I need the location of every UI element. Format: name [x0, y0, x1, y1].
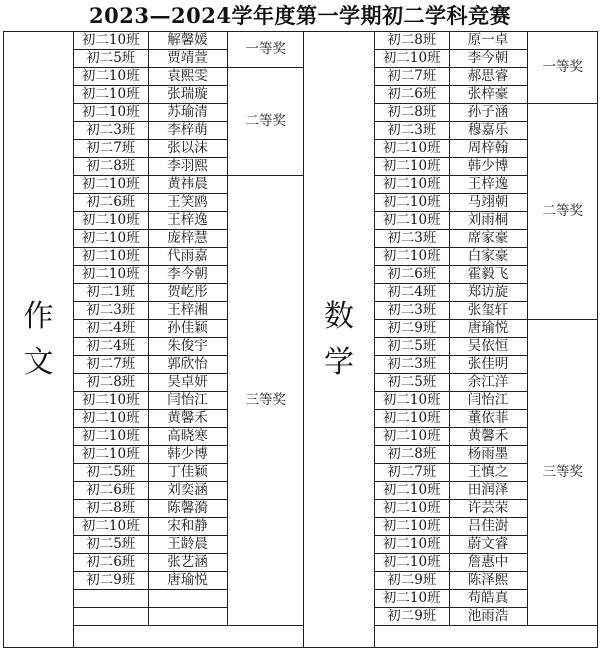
student-name-cell: 袁熙雯 — [148, 68, 227, 86]
student-name-cell: 王笑鸥 — [148, 194, 227, 212]
class-cell: 初二10班 — [74, 32, 148, 50]
class-cell: 初二10班 — [74, 176, 148, 194]
student-name-cell: 高晓寒 — [148, 428, 227, 446]
student-name-cell: 张瑞璇 — [148, 86, 227, 104]
subject-char: 文 — [23, 344, 54, 380]
class-cell: 初二3班 — [74, 122, 148, 140]
table-row — [74, 68, 304, 86]
class-cell: 初二10班 — [74, 392, 148, 410]
student-name-cell: 王梓逸 — [449, 176, 527, 194]
student-name-cell: 张玺轩 — [449, 302, 527, 320]
award-level-cell: 一等奖 — [527, 32, 598, 104]
class-cell: 初二9班 — [375, 572, 449, 590]
page-title: 2023—2024学年度第一学期初二学科竞赛 — [89, 3, 511, 28]
class-cell: 初二7班 — [375, 464, 449, 482]
student-name-cell: 韩少博 — [148, 446, 227, 464]
class-cell: 初二10班 — [375, 482, 449, 500]
class-cell: 初二10班 — [375, 248, 449, 266]
student-name-cell: 刘雨桐 — [449, 212, 527, 230]
class-cell: 初二3班 — [375, 302, 449, 320]
student-name-cell: 田润泽 — [449, 482, 527, 500]
class-cell: 初二8班 — [375, 32, 449, 50]
subject-char: 数 — [324, 298, 354, 334]
student-name-cell: 黄馨禾 — [148, 410, 227, 428]
class-cell — [74, 590, 148, 608]
student-name-cell: 张佳明 — [449, 356, 527, 374]
student-name-cell: 王慎之 — [449, 464, 527, 482]
award-level-cell: 一等奖 — [227, 32, 304, 68]
class-cell: 初二7班 — [74, 140, 148, 158]
class-cell: 初二9班 — [375, 608, 449, 626]
class-cell: 初二10班 — [375, 518, 449, 536]
class-cell: 初二10班 — [375, 392, 449, 410]
class-cell: 初二7班 — [74, 356, 148, 374]
student-name-cell: 蔚文睿 — [449, 536, 527, 554]
student-name-cell: 余江洋 — [449, 374, 527, 392]
table-row — [74, 176, 304, 194]
student-name-cell: 韩少博 — [449, 158, 527, 176]
award-level-cell: 三等奖 — [227, 176, 304, 626]
class-cell: 初二6班 — [74, 194, 148, 212]
student-name-cell: 黄馨禾 — [449, 428, 527, 446]
class-cell: 初二9班 — [74, 572, 148, 590]
student-name-cell: 朱俊宇 — [148, 338, 227, 356]
student-name-cell: 闫怡江 — [449, 392, 527, 410]
class-cell: 初二10班 — [74, 410, 148, 428]
student-name-cell: 周梓翰 — [449, 140, 527, 158]
class-cell: 初二10班 — [74, 446, 148, 464]
class-cell: 初二5班 — [375, 338, 449, 356]
student-name-cell: 郑访旋 — [449, 284, 527, 302]
student-name-cell — [148, 590, 227, 608]
class-cell: 初二6班 — [74, 554, 148, 572]
student-name-cell: 苏瑜清 — [148, 104, 227, 122]
student-name-cell: 闫怡江 — [148, 392, 227, 410]
subject-math — [304, 32, 375, 648]
student-name-cell: 唐瑜悦 — [449, 320, 527, 338]
class-cell: 初二10班 — [74, 518, 148, 536]
class-cell: 初二10班 — [74, 212, 148, 230]
class-cell: 初二5班 — [74, 50, 148, 68]
subject-char: 作 — [23, 298, 54, 334]
subject-char: 学 — [324, 344, 354, 380]
class-cell: 初二10班 — [375, 50, 449, 68]
class-cell: 初二10班 — [375, 212, 449, 230]
class-cell: 初二8班 — [74, 374, 148, 392]
math-list — [375, 32, 598, 648]
student-name-cell: 李今朝 — [449, 50, 527, 68]
class-cell: 初二6班 — [74, 482, 148, 500]
student-name-cell: 霍毅飞 — [449, 266, 527, 284]
student-name-cell — [148, 608, 227, 626]
student-name-cell: 王龄晨 — [148, 536, 227, 554]
class-cell: 初二8班 — [375, 446, 449, 464]
class-cell: 初二9班 — [375, 320, 449, 338]
student-name-cell: 马翊朝 — [449, 194, 527, 212]
student-name-cell: 穆嘉乐 — [449, 122, 527, 140]
class-cell: 初二4班 — [74, 338, 148, 356]
class-cell: 初二7班 — [375, 68, 449, 86]
class-cell: 初二6班 — [375, 266, 449, 284]
class-cell: 初二10班 — [375, 590, 449, 608]
class-cell: 初二3班 — [74, 302, 148, 320]
class-cell: 初二10班 — [74, 248, 148, 266]
class-cell: 初二8班 — [74, 158, 148, 176]
class-cell: 初二3班 — [375, 230, 449, 248]
student-name-cell: 张以沫 — [148, 140, 227, 158]
student-name-cell: 吴依恒 — [449, 338, 527, 356]
student-name-cell: 王梓逸 — [148, 212, 227, 230]
student-name-cell: 许芸荣 — [449, 500, 527, 518]
student-name-cell: 李今朝 — [148, 266, 227, 284]
table-row — [375, 320, 598, 338]
composition-list — [74, 32, 304, 648]
class-cell — [74, 608, 148, 626]
class-cell: 初二5班 — [74, 536, 148, 554]
class-cell: 初二10班 — [74, 86, 148, 104]
class-cell: 初二4班 — [74, 320, 148, 338]
class-cell: 初二10班 — [74, 230, 148, 248]
student-name-cell: 郭欣怡 — [148, 356, 227, 374]
class-cell: 初二5班 — [375, 374, 449, 392]
student-name-cell: 庞梓慧 — [148, 230, 227, 248]
class-cell: 初二3班 — [375, 356, 449, 374]
class-cell: 初二10班 — [375, 428, 449, 446]
student-name-cell: 李梓萌 — [148, 122, 227, 140]
class-cell: 初二10班 — [74, 104, 148, 122]
student-name-cell: 孙子涵 — [449, 104, 527, 122]
student-name-cell: 池雨浩 — [449, 608, 527, 626]
student-name-cell: 张艺涵 — [148, 554, 227, 572]
student-name-cell: 吕佳澍 — [449, 518, 527, 536]
class-cell: 初二5班 — [74, 464, 148, 482]
class-cell: 初二10班 — [375, 194, 449, 212]
student-name-cell: 王梓湘 — [148, 302, 227, 320]
student-name-cell: 李羽熙 — [148, 158, 227, 176]
class-cell: 初二10班 — [375, 158, 449, 176]
student-name-cell: 白家豪 — [449, 248, 527, 266]
class-cell: 初二10班 — [74, 266, 148, 284]
class-cell: 初二8班 — [375, 104, 449, 122]
class-cell: 初二1班 — [74, 284, 148, 302]
student-name-cell: 苟皓真 — [449, 590, 527, 608]
student-name-cell: 詹惠中 — [449, 554, 527, 572]
table-row — [375, 32, 598, 50]
class-cell: 初二8班 — [74, 500, 148, 518]
table-row — [74, 32, 304, 50]
student-name-cell: 吴卓妍 — [148, 374, 227, 392]
class-cell: 初二10班 — [74, 68, 148, 86]
student-name-cell: 杨雨墨 — [449, 446, 527, 464]
student-name-cell: 张梓豪 — [449, 86, 527, 104]
subject-composition — [4, 32, 74, 648]
class-cell: 初二10班 — [375, 500, 449, 518]
student-name-cell: 唐瑜悦 — [148, 572, 227, 590]
student-name-cell: 刘奕涵 — [148, 482, 227, 500]
class-cell: 初二10班 — [375, 536, 449, 554]
student-name-cell: 原一卓 — [449, 32, 527, 50]
student-name-cell: 代雨嘉 — [148, 248, 227, 266]
class-cell: 初二10班 — [375, 410, 449, 428]
table-row — [375, 104, 598, 122]
student-name-cell: 席家豪 — [449, 230, 527, 248]
student-name-cell: 解馨媛 — [148, 32, 227, 50]
class-cell: 初二6班 — [375, 86, 449, 104]
student-name-cell: 陈泽熙 — [449, 572, 527, 590]
class-cell: 初二4班 — [375, 284, 449, 302]
student-name-cell: 贺屹彤 — [148, 284, 227, 302]
class-cell: 初二10班 — [375, 140, 449, 158]
award-level-cell: 三等奖 — [527, 320, 598, 626]
student-name-cell: 孙佳颖 — [148, 320, 227, 338]
student-name-cell: 郝思睿 — [449, 68, 527, 86]
awards-table — [3, 31, 598, 648]
student-name-cell: 黄祎晨 — [148, 176, 227, 194]
class-cell: 初二3班 — [375, 122, 449, 140]
student-name-cell: 宋和静 — [148, 518, 227, 536]
student-name-cell: 贾靖萱 — [148, 50, 227, 68]
class-cell: 初二10班 — [375, 554, 449, 572]
student-name-cell: 丁佳颖 — [148, 464, 227, 482]
class-cell: 初二10班 — [74, 428, 148, 446]
award-level-cell: 二等奖 — [527, 104, 598, 320]
student-name-cell: 董依菲 — [449, 410, 527, 428]
award-level-cell: 二等奖 — [227, 68, 304, 176]
class-cell: 初二10班 — [375, 176, 449, 194]
student-name-cell: 陈馨漪 — [148, 500, 227, 518]
